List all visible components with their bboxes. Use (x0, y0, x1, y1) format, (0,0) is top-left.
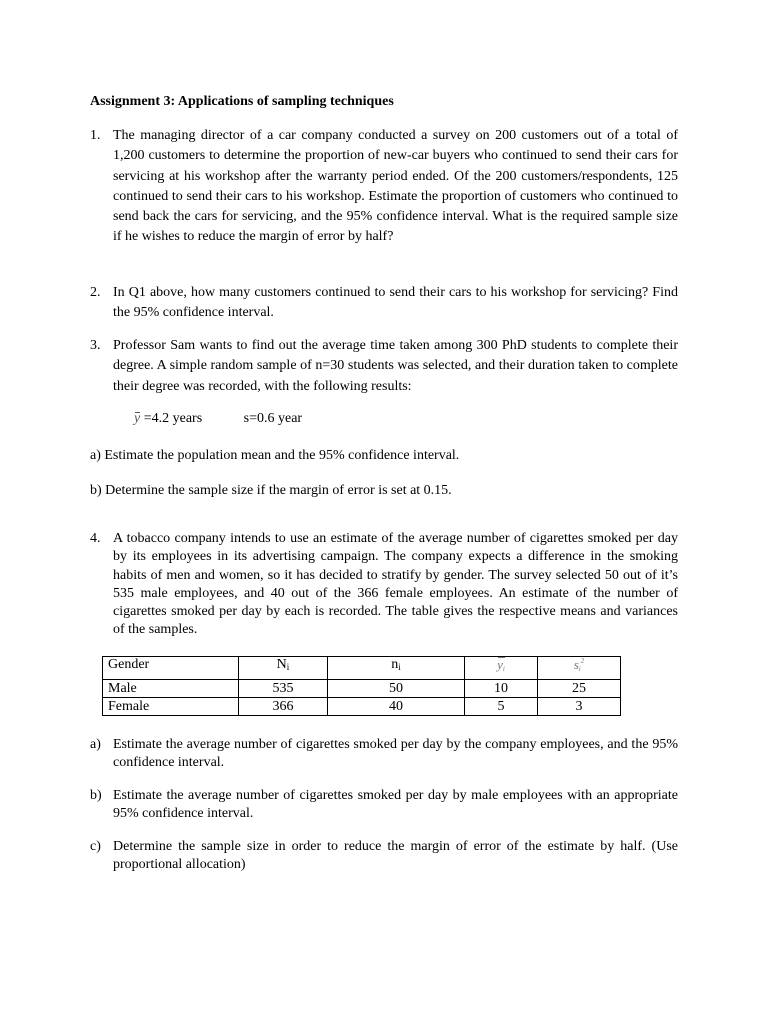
assignment-title: Assignment 3: Applications of sampling techniques (90, 94, 394, 109)
sub-question-text: Determine the sample size in order to reduce the margin of error of the estimate by half. (Use proportional allocation) (113, 839, 678, 872)
cell-sample-size: 40 (328, 698, 465, 716)
header-gender: Gender (103, 657, 239, 680)
header-sample-variance: $si^2$ (538, 657, 621, 680)
question-3-part-b: b) Determine the sample size if the margin of error is set at 0.15. (90, 483, 452, 498)
cell-sample-mean: 10 (465, 680, 538, 698)
cell-sample-variance: 25 (538, 680, 621, 698)
cell-sample-variance: 3 (538, 698, 621, 716)
question-2 (90, 283, 678, 324)
question-3 (90, 336, 678, 397)
question-text: The managing director of a car company conducted a survey on 200 customers out of a total of 1,200 customers to determine the proportion of new-car buyers who continued to send their cars for servicing at his workshop after the warranty period ended. Of the 200 customers/respondents, 125 continued to send their cars to his workshop. Estimate the proportion of customers who continued to send back the cars for servicing, and the 95% confidence interval. What is the required sample size if he wishes to reduce the margin of error by half? (113, 128, 678, 245)
ybar-symbol: y (134, 411, 141, 426)
sub-question-text: Estimate the average number of cigarettes smoked per day by male employees with an appropriate 95% confidence interval. (113, 788, 678, 821)
question-4-part-a (90, 736, 678, 771)
sub-question-label: b) (90, 788, 102, 803)
cell-sample-mean: 5 (465, 698, 538, 716)
question-4-part-b (90, 787, 678, 822)
table-row (103, 680, 621, 698)
question-3-part-a: a) Estimate the population mean and the 95% confidence interval. (90, 448, 460, 463)
header-population-size: Ni (239, 657, 328, 680)
question-text: Professor Sam wants to find out the average time taken among 300 PhD students to complete their degree. A simple random sample of n=30 students was selected, and their duration taken to complete their degree was recorded, with the following results: (113, 338, 678, 394)
question-4-part-c (90, 838, 678, 873)
s-value: s=0.6 year (243, 411, 303, 426)
header-sample-size: ni (328, 657, 465, 680)
ybar-value: =4.2 years (143, 411, 203, 426)
sub-question-label: a) (90, 737, 101, 752)
question-number: 1. (90, 128, 101, 143)
question-4 (90, 530, 678, 640)
question-number: 2. (90, 285, 101, 300)
cell-sample-size: 50 (328, 680, 465, 698)
table-row (103, 698, 621, 716)
sample-statistics-table (102, 656, 621, 716)
sub-question-text: Estimate the average number of cigarettes smoked per day by the company employees, and the 95% confidence interval. (113, 737, 678, 770)
question-number: 4. (90, 531, 101, 546)
cell-population-size: 366 (239, 698, 328, 716)
question-text: In Q1 above, how many customers continued to send their cars to his workshop for servicing? Find the 95% confidence interval. (113, 285, 678, 321)
sample-statistics (134, 411, 302, 427)
table-header-row (103, 657, 621, 680)
question-number: 3. (90, 338, 101, 353)
question-1 (90, 126, 678, 248)
header-sample-mean: yi (465, 657, 538, 680)
sub-question-label: c) (90, 839, 101, 854)
cell-gender: Female (103, 698, 239, 716)
cell-population-size: 535 (239, 680, 328, 698)
question-text: A tobacco company intends to use an estimate of the average number of cigarettes smoked per day by its employees in its advertising campaign. The company expects a difference in the smoking habits of men and women, so it has decided to stratify by gender. The survey selected 50 out of it’s 535 male employees, and 40 out of the 366 female employees. An estimate of the number of cigarettes smoked per day by each is recorded. The table gives the respective means and variances of the samples. (113, 531, 678, 638)
cell-gender: Male (103, 680, 239, 698)
